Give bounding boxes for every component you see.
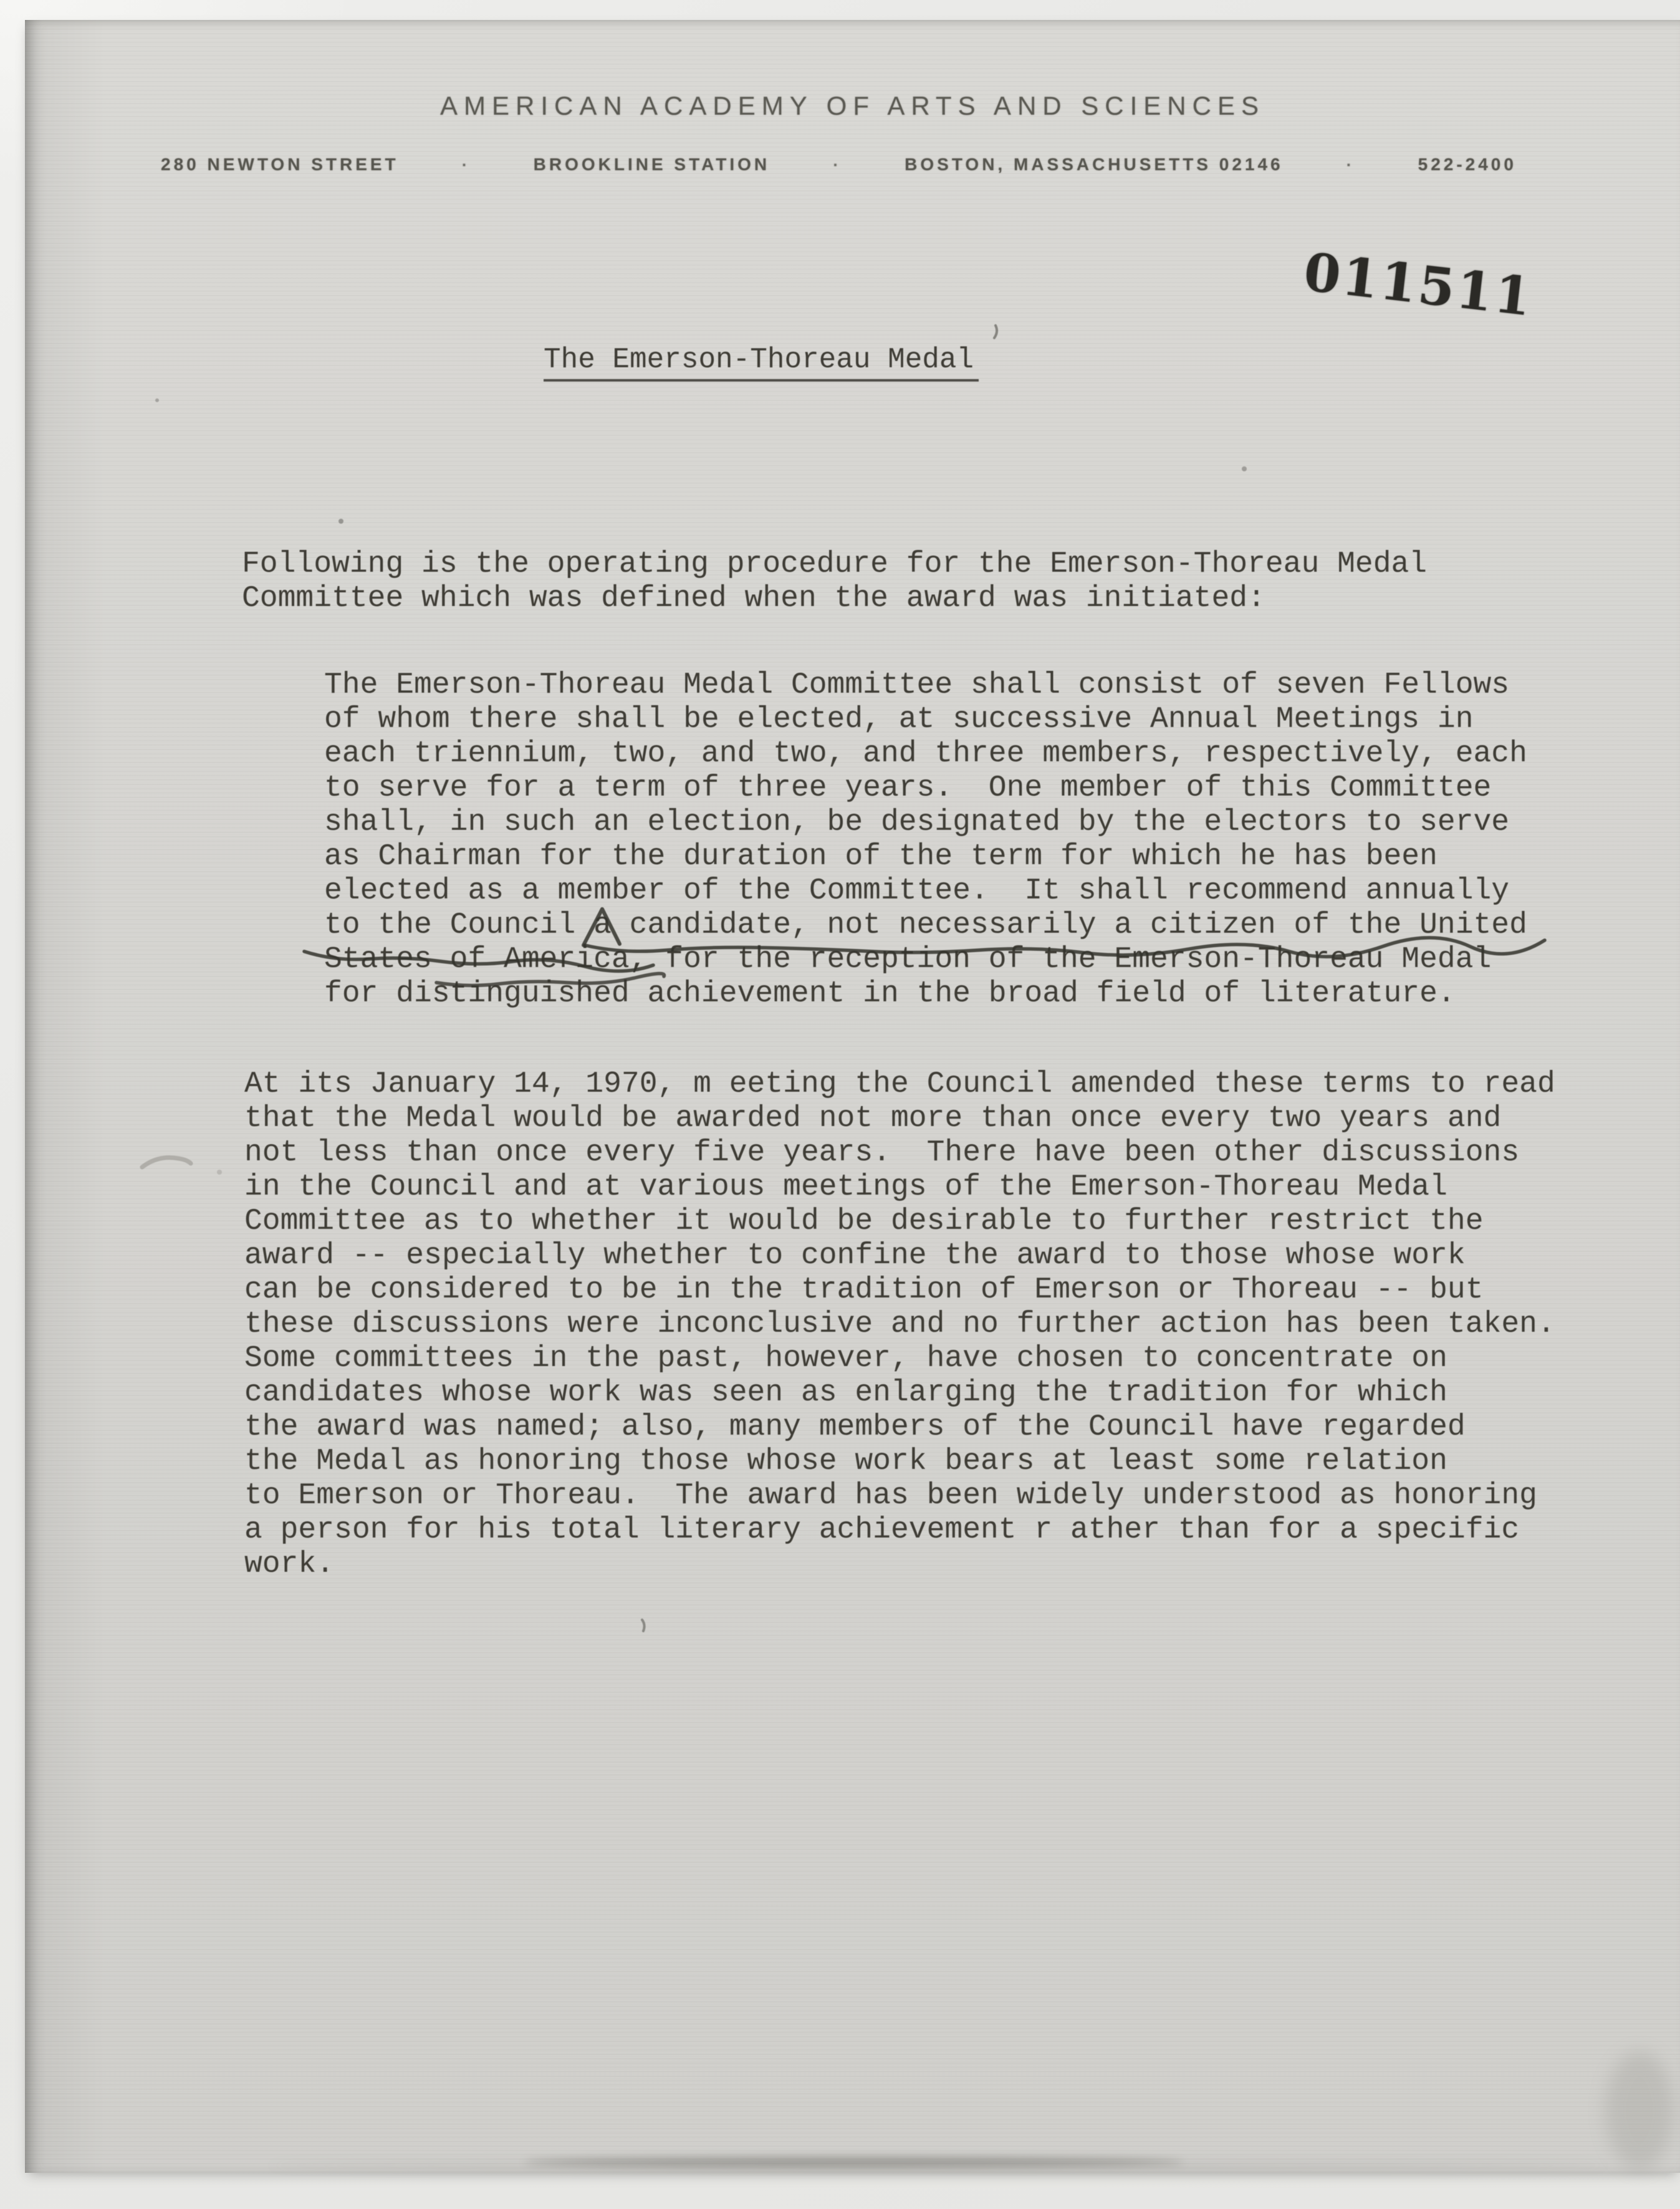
text-line: Committee as to whether it would be desirable to further restrict the	[244, 1205, 1484, 1238]
text-line: States of America, for the reception of the Emerson-Thoreau Medal	[324, 943, 1492, 976]
address-separator-dot: ·	[1346, 155, 1355, 174]
address-part-phone: 522-2400	[1418, 155, 1517, 174]
amendment-paragraph	[244, 1067, 1555, 1582]
text-line: work.	[244, 1547, 335, 1581]
registry-stamp-number: 011511	[1300, 241, 1537, 329]
procedure-blockquote	[324, 668, 1527, 1011]
ink-speck	[338, 519, 343, 524]
intro-paragraph	[242, 547, 1427, 616]
text-line: that the Medal would be awarded not more than once every two years and	[244, 1102, 1502, 1135]
text-line: Committee which was defined when the award was initiated:	[242, 582, 1265, 615]
text-line: the award was named; also, many members of the Council have regarded	[244, 1410, 1466, 1444]
page-bottom-shadow	[268, 2162, 1608, 2168]
text-line: candidates whose work was seen as enlarging the tradition for which	[244, 1376, 1447, 1410]
letterhead-org-name: AMERICAN ACADEMY OF ARTS AND SCIENCES	[440, 91, 1265, 120]
text-line: not less than once every five years. There have been other discussions	[244, 1136, 1520, 1170]
ink-speck	[642, 1620, 645, 1631]
text-line: shall, in such an election, be designated by the electors to serve	[324, 806, 1510, 839]
document-title-text: The Emerson-Thoreau Medal	[544, 344, 979, 382]
text-line: in the Council and at various meetings of the Emerson-Thoreau Medal	[244, 1170, 1447, 1204]
text-line: Some committees in the past, however, have chosen to concentrate on	[244, 1342, 1447, 1375]
text-line: elected as a member of the Committee. It shall recommend annually	[324, 874, 1510, 908]
text-line: award -- especially whether to confine the award to those whose work	[244, 1239, 1466, 1273]
text-line: Following is the operating procedure for the Emerson-Thoreau Medal	[242, 547, 1428, 581]
ink-speck	[1242, 466, 1247, 471]
text-line: the Medal as honoring those whose work bears at least some relation	[244, 1445, 1447, 1478]
text-line: these discussions were inconclusive and no further action has been taken.	[244, 1307, 1555, 1341]
text-line: for distinguished achievement in the broad field of literature.	[324, 977, 1456, 1011]
pencil-margin-dot	[217, 1170, 222, 1175]
text-line: can be considered to be in the tradition of Emerson or Thoreau -- but	[244, 1273, 1484, 1307]
text-line: to serve for a term of three years. One member of this Committee	[324, 771, 1492, 805]
text-line: to the Council a candidate, not necessarily a citizen of the United	[324, 908, 1527, 942]
text-line: of whom there shall be elected, at successive Annual Meetings in	[324, 703, 1474, 736]
text-line: to Emerson or Thoreau. The award has been widely understood as honoring	[244, 1479, 1537, 1513]
text-line: At its January 14, 1970, m eeting the Council amended these terms to read	[244, 1067, 1555, 1101]
letterhead-address	[161, 155, 1517, 175]
address-part-street: 280 NEWTON STREET	[161, 155, 399, 174]
document-title	[544, 344, 979, 382]
text-line: The Emerson-Thoreau Medal Committee shall consist of seven Fellows	[324, 668, 1510, 702]
pencil-margin-mark	[142, 1158, 191, 1167]
address-part-city: BOSTON, MASSACHUSETTS 02146	[905, 155, 1284, 174]
text-line: each triennium, two, and two, and three members, respectively, each	[324, 737, 1527, 771]
text-line: as Chairman for the duration of the term for which he has been	[324, 840, 1438, 873]
ink-speck	[155, 398, 159, 402]
ink-speck	[994, 325, 997, 338]
address-separator-dot: ·	[461, 155, 471, 174]
page-corner-shadow	[1605, 2051, 1674, 2170]
text-line: a person for his total literary achievement r ather than for a specific	[244, 1513, 1520, 1547]
address-separator-dot: ·	[833, 155, 842, 174]
address-part-station: BROOKLINE STATION	[533, 155, 770, 174]
